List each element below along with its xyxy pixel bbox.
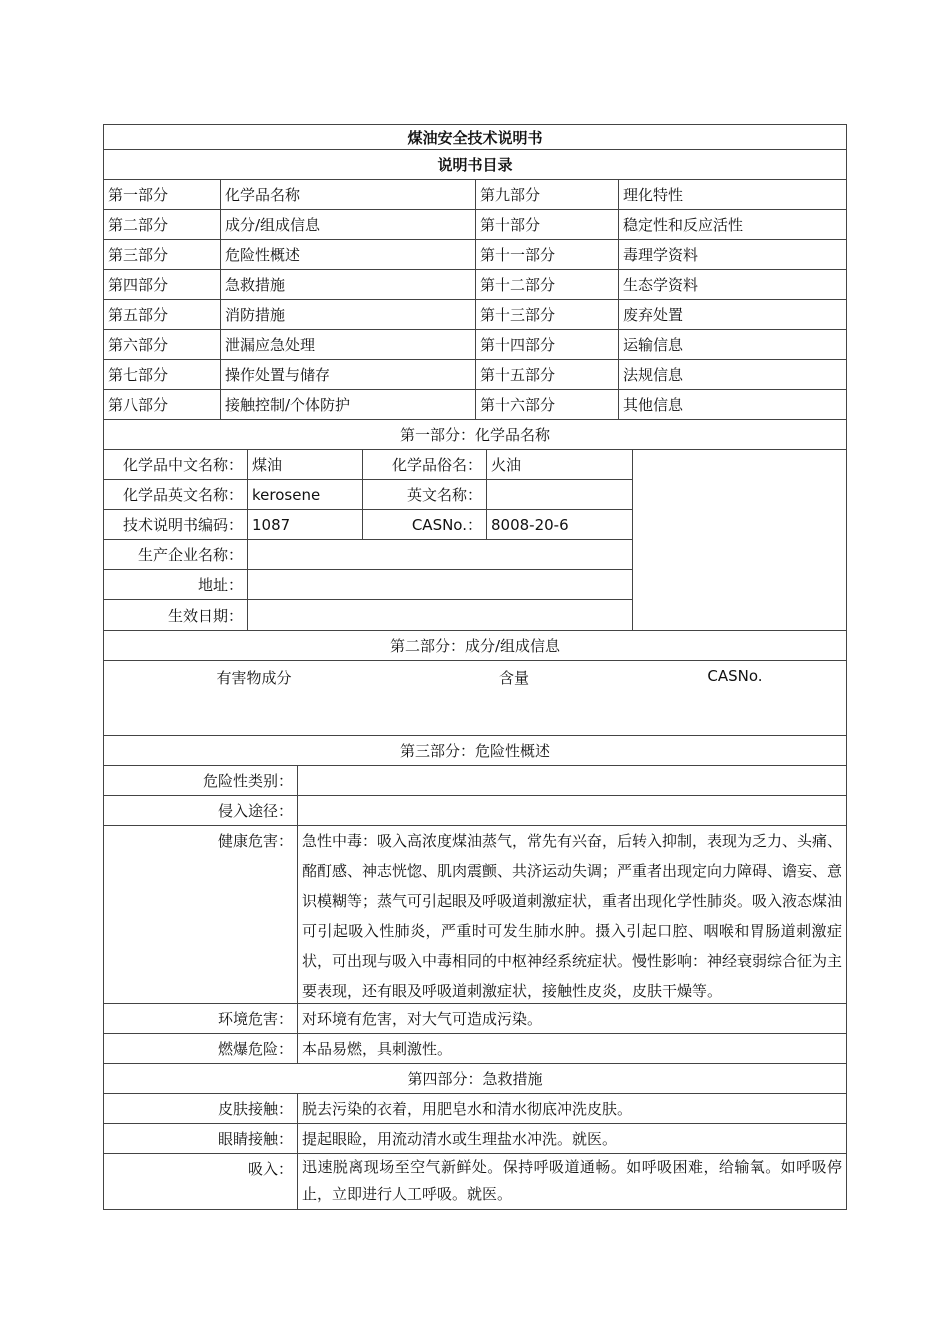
section1-heading-row — [103, 420, 847, 450]
env-row — [103, 1004, 847, 1034]
toc-row — [103, 180, 847, 210]
en-alias-label: 英文名称： — [363, 480, 487, 509]
skin-row — [103, 1094, 847, 1124]
toc-name: 消防措施 — [221, 300, 476, 329]
skin-label: 皮肤接触： — [104, 1094, 298, 1123]
toc-name: 危险性概述 — [221, 240, 476, 269]
content-header: 含量 — [498, 669, 529, 687]
document-title: 煤油安全技术说明书 — [407, 128, 543, 147]
toc-part: 第八部分 — [104, 390, 221, 419]
toc-part2: 第九部分 — [476, 180, 619, 209]
inhale-value: 迅速脱离现场至空气新鲜处。保持呼吸道通畅。如呼吸困难，给输氧。如呼吸停止，立即进行人工呼吸。就医。 — [302, 1158, 842, 1203]
en-name-value: kerosene — [248, 480, 363, 509]
health-label: 健康危害： — [104, 826, 298, 1003]
section1-heading: 第一部分：化学品名称 — [399, 426, 550, 444]
common-name-label: 化学品俗名： — [363, 450, 487, 479]
cas-label: CASNo.： — [363, 510, 487, 539]
toc-name: 接触控制/个体防护 — [221, 390, 476, 419]
section2-heading: 第二部分：成分/组成信息 — [389, 637, 561, 655]
route-value — [298, 796, 846, 825]
toc-name2: 理化特性 — [623, 186, 684, 204]
maker-value — [248, 540, 632, 569]
toc-part: 第五部分 — [104, 300, 221, 329]
toc-part2: 第十三部分 — [476, 300, 619, 329]
toc-row — [103, 390, 847, 420]
env-value: 对环境有危害，对大气可造成污染。 — [302, 1010, 543, 1028]
toc-part: 第三部分 — [104, 240, 221, 269]
section1-blank — [633, 450, 846, 630]
cn-name-value: 煤油 — [248, 450, 363, 479]
toc-name2: 毒理学资料 — [623, 246, 699, 264]
toc-row — [103, 270, 847, 300]
code-label: 技术说明书编码： — [104, 510, 248, 539]
route-row — [103, 796, 847, 826]
toc-part2: 第十一部分 — [476, 240, 619, 269]
toc-name2: 生态学资料 — [623, 276, 699, 294]
fire-value: 本品易燃，具刺激性。 — [302, 1040, 453, 1058]
cas-value: 8008-20-6 — [491, 515, 569, 534]
toc-name: 急救措施 — [221, 270, 476, 299]
eye-value: 提起眼睑，用流动清水或生理盐水冲洗。就医。 — [302, 1130, 618, 1148]
section4-heading-row — [103, 1064, 847, 1094]
toc-name: 成分/组成信息 — [221, 210, 476, 239]
toc-row — [103, 240, 847, 270]
toc-name: 操作处置与储存 — [221, 360, 476, 389]
toc-title: 说明书目录 — [437, 156, 513, 174]
toc-name: 泄漏应急处理 — [221, 330, 476, 359]
fire-label: 燃爆危险： — [104, 1034, 298, 1063]
common-name-value: 火油 — [491, 456, 522, 474]
inhale-row — [103, 1154, 847, 1210]
section1-body — [103, 450, 847, 631]
toc-name2: 废弃处置 — [623, 306, 684, 324]
toc-name2: 稳定性和反应活性 — [623, 216, 744, 234]
section3-heading: 第三部分：危险性概述 — [399, 742, 550, 760]
title-row — [103, 124, 847, 150]
address-value — [248, 570, 632, 599]
toc-name: 化学品名称 — [221, 180, 476, 209]
inhale-label: 吸入： — [104, 1154, 298, 1209]
cas-header: CASNo. — [707, 667, 763, 685]
en-alias-value — [487, 480, 632, 509]
section3-heading-row — [103, 736, 847, 766]
toc-part2: 第十部分 — [476, 210, 619, 239]
hazard-class-label: 危险性类别： — [104, 766, 298, 795]
toc-part2: 第十二部分 — [476, 270, 619, 299]
toc-name2: 运输信息 — [623, 336, 684, 354]
toc-table — [103, 180, 847, 420]
address-label: 地址： — [104, 570, 248, 599]
toc-row — [103, 300, 847, 330]
msds-document — [103, 124, 847, 1210]
hazard-class-row — [103, 766, 847, 796]
maker-label: 生产企业名称： — [104, 540, 248, 569]
date-value — [248, 600, 632, 630]
section2-body — [103, 661, 847, 736]
toc-row — [103, 360, 847, 390]
toc-part2: 第十六部分 — [476, 390, 619, 419]
date-label: 生效日期： — [104, 600, 248, 630]
fire-row — [103, 1034, 847, 1064]
eye-row — [103, 1124, 847, 1154]
health-row — [103, 826, 847, 1004]
env-label: 环境危害： — [104, 1004, 298, 1033]
toc-part: 第一部分 — [104, 180, 221, 209]
toc-row — [103, 330, 847, 360]
toc-part: 第二部分 — [104, 210, 221, 239]
cn-name-label: 化学品中文名称： — [104, 450, 248, 479]
skin-value: 脱去污染的衣着，用肥皂水和清水彻底冲洗皮肤。 — [302, 1100, 633, 1118]
section4-heading: 第四部分：急救措施 — [407, 1070, 543, 1088]
code-value: 1087 — [248, 510, 363, 539]
toc-title-row — [103, 150, 847, 180]
toc-part: 第四部分 — [104, 270, 221, 299]
eye-label: 眼睛接触： — [104, 1124, 298, 1153]
toc-part2: 第十四部分 — [476, 330, 619, 359]
health-value: 急性中毒：吸入高浓度煤油蒸气，常先有兴奋，后转入抑制，表现为乏力、头痛、酩酊感、神志恍惚、肌肉震颤、共济运动失调；严重者出现定向力障碍、谵妄、意识模糊等；蒸气可引起眼及呼吸道刺激症状，重者出现化学性肺炎。吸入液态煤油可引起吸入性肺炎，严重时可发生肺水肿。摄入引起口腔、咽喉和胃肠道刺激症状，可出现与吸入中毒相同的中枢神经系统症状。慢性影响：神经衰弱综合征为主要表现，还有眼及呼吸道刺激症状，接触性皮炎，皮肤干燥等。 — [302, 832, 843, 1000]
section1-fields — [104, 450, 633, 630]
toc-part: 第六部分 — [104, 330, 221, 359]
toc-row — [103, 210, 847, 240]
toc-name2: 法规信息 — [623, 366, 684, 384]
section2-heading-row — [103, 631, 847, 661]
en-name-label: 化学品英文名称： — [104, 480, 248, 509]
toc-part: 第七部分 — [104, 360, 221, 389]
toc-part2: 第十五部分 — [476, 360, 619, 389]
route-label: 侵入途径： — [104, 796, 298, 825]
component-header: 有害物成分 — [216, 669, 292, 687]
hazard-class-value — [298, 766, 846, 795]
toc-name2: 其他信息 — [623, 396, 684, 414]
